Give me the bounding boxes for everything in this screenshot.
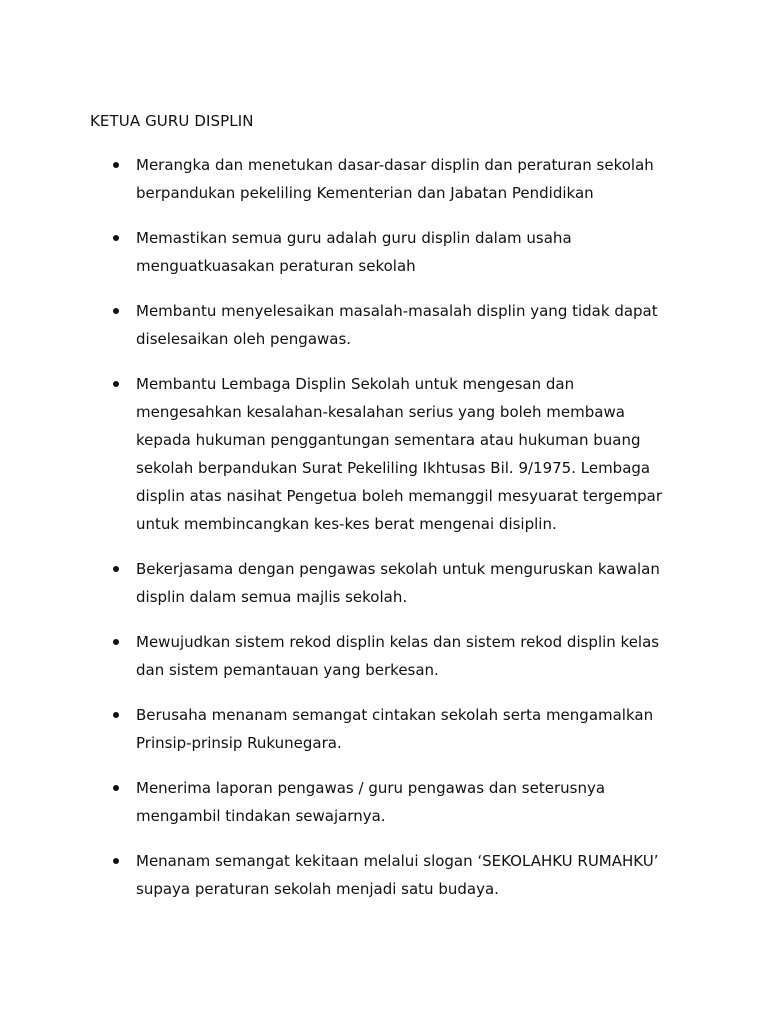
list-item-text: Membantu menyelesaikan masalah-masalah displin yang tidak dapat diselesaikan oleh pengawas. xyxy=(136,302,658,348)
list-item xyxy=(0,224,676,280)
list-item xyxy=(0,370,676,538)
list-item-text: Berusaha menanam semangat cintakan sekolah serta mengamalkan Prinsip-prinsip Rukunegara. xyxy=(136,706,654,752)
bullet-icon xyxy=(113,712,119,718)
list-item-text: Memastikan semua guru adalah guru displin dalam usaha menguatkuasakan peraturan sekolah xyxy=(136,229,572,275)
list-item-text: Membantu Lembaga Displin Sekolah untuk mengesan dan mengesahkan kesalahan-kesalahan serius yang boleh membawa kepada hukuman penggantungan sementara atau hukuman buang sekolah berpandukan Surat Pekeliling Ikhtusas Bil. 9/1975. Lembaga displin atas nasihat Pengetua boleh memanggil mesyuarat tergempar untuk membincangkan kes-kes berat mengenai disiplin. xyxy=(136,375,663,533)
list-item xyxy=(0,628,676,684)
document-title: KETUA GURU DISPLIN xyxy=(90,112,254,130)
list-item xyxy=(0,555,676,611)
list-item xyxy=(0,847,676,903)
list-item-text: Merangka dan menetukan dasar-dasar displin dan peraturan sekolah berpandukan pekeliling Kementerian dan Jabatan Pendidikan xyxy=(136,156,654,202)
bullet-icon xyxy=(113,858,119,864)
bullet-icon xyxy=(113,162,119,168)
bullet-icon xyxy=(113,308,119,314)
bullet-icon xyxy=(113,639,119,645)
list-item-text: Bekerjasama dengan pengawas sekolah untuk menguruskan kawalan displin dalam semua majlis sekolah. xyxy=(136,560,660,606)
bullet-icon xyxy=(113,566,119,572)
list-item xyxy=(0,151,676,207)
bullet-icon xyxy=(113,381,119,387)
bullet-icon xyxy=(113,235,119,241)
list-item xyxy=(0,774,676,830)
list-item-text: Mewujudkan sistem rekod displin kelas dan sistem rekod displin kelas dan sistem pemantauan yang berkesan. xyxy=(136,633,660,679)
bullet-icon xyxy=(113,785,119,791)
list-item xyxy=(0,701,676,757)
duties-list xyxy=(0,151,768,920)
list-item-text: Menanam semangat kekitaan melalui slogan ‘SEKOLAHKU RUMAHKU’ supaya peraturan sekolah menjadi satu budaya. xyxy=(136,852,659,898)
list-item xyxy=(0,297,676,353)
list-item-text: Menerima laporan pengawas / guru pengawas dan seterusnya mengambil tindakan sewajarnya. xyxy=(136,779,606,825)
